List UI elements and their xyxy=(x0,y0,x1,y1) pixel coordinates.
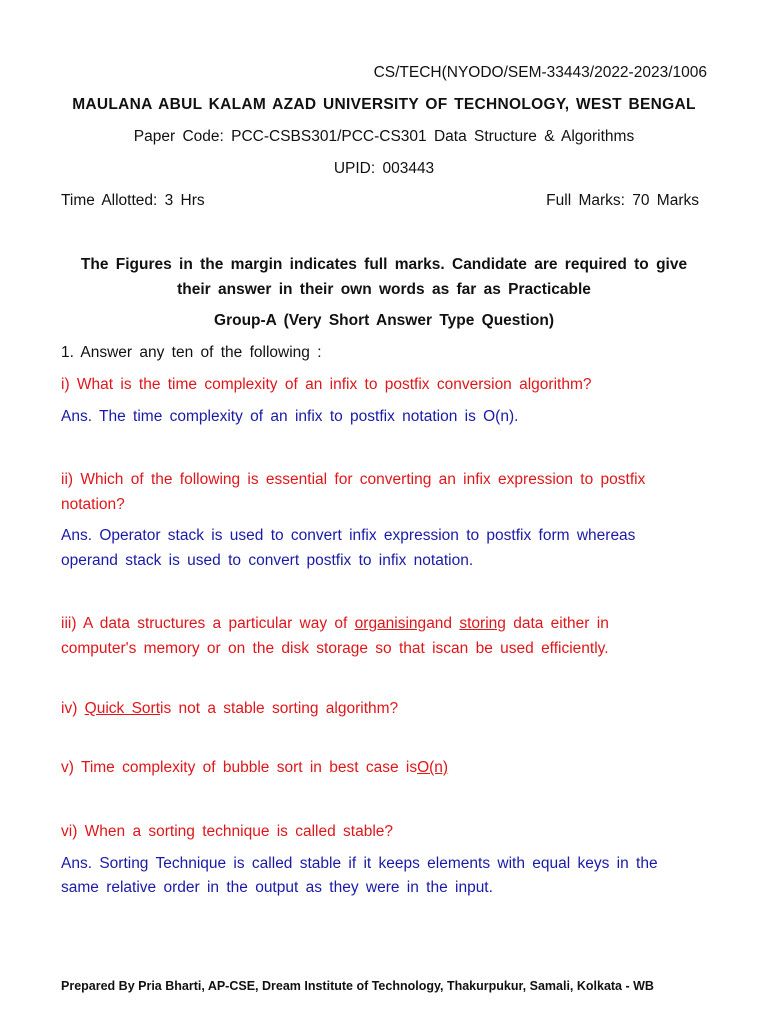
underlined-organising: organising xyxy=(354,615,427,632)
time-allotted: Time Allotted: 3 Hrs xyxy=(61,192,205,209)
university-name: MAULANA ABUL KALAM AZAD UNIVERSITY OF TECHNOLOGY, WEST BENGAL xyxy=(72,96,696,113)
underlined-quick-sort: Quick Sort xyxy=(84,700,161,717)
instructions-line-1: The Figures in the margin indicates full marks. Candidate are required to give xyxy=(80,256,688,273)
question-3-text-c: data either in xyxy=(505,615,609,632)
question-6: vi) When a sorting technique is called stable? xyxy=(61,823,394,840)
underlined-o-n: O(n) xyxy=(417,759,449,776)
full-marks: Full Marks: 70 Marks xyxy=(546,192,699,209)
question-5-text: v) Time complexity of bubble sort in best case is xyxy=(61,759,418,776)
question-1: i) What is the time complexity of an infix to postfix conversion algorithm? xyxy=(61,376,592,393)
question-5 xyxy=(61,759,448,777)
paper-code: Paper Code: PCC-CSBS301/PCC-CS301 Data Structure & Algorithms xyxy=(133,128,635,145)
answer-6-line-2: same relative order in the output as they were in the input. xyxy=(61,879,493,896)
footer-credit: Prepared By Pria Bharti, AP-CSE, Dream Institute of Technology, Thakurpukur, Samali, Kolkata - WB xyxy=(61,979,654,993)
question-intro: 1. Answer any ten of the following : xyxy=(61,344,322,361)
answer-6-line-1: Ans. Sorting Technique is called stable if it keeps elements with equal keys in the xyxy=(61,855,658,872)
question-4-text-a: iv) xyxy=(61,700,85,717)
instructions-line-2: their answer in their own words as far as Practicable xyxy=(177,281,591,298)
group-title: Group-A (Very Short Answer Type Question) xyxy=(214,312,554,329)
question-4-text-b: is not a stable sorting algorithm? xyxy=(160,700,399,717)
underlined-storing: storing xyxy=(459,615,506,632)
reference-code: CS/TECH(NYODO/SEM-33443/2022-2023/1006 xyxy=(373,64,707,81)
answer-1: Ans. The time complexity of an infix to postfix notation is O(n). xyxy=(61,408,519,425)
answer-2-line-1: Ans. Operator stack is used to convert infix expression to postfix form whereas xyxy=(61,527,636,544)
upid: UPID: 003443 xyxy=(333,160,435,177)
question-2-line-1: ii) Which of the following is essential for converting an infix expression to postfix xyxy=(61,471,646,488)
question-2-line-2: notation? xyxy=(61,496,125,513)
answer-2-line-2: operand stack is used to convert postfix to infix notation. xyxy=(61,552,474,569)
question-3-text-a: iii) A data structures a particular way of xyxy=(61,615,355,632)
question-3-line-2: computer's memory or on the disk storage so that iscan be used efficiently. xyxy=(61,640,609,657)
question-4 xyxy=(61,700,398,718)
question-3-line-1 xyxy=(61,615,609,633)
question-3-text-b: and xyxy=(426,615,460,632)
